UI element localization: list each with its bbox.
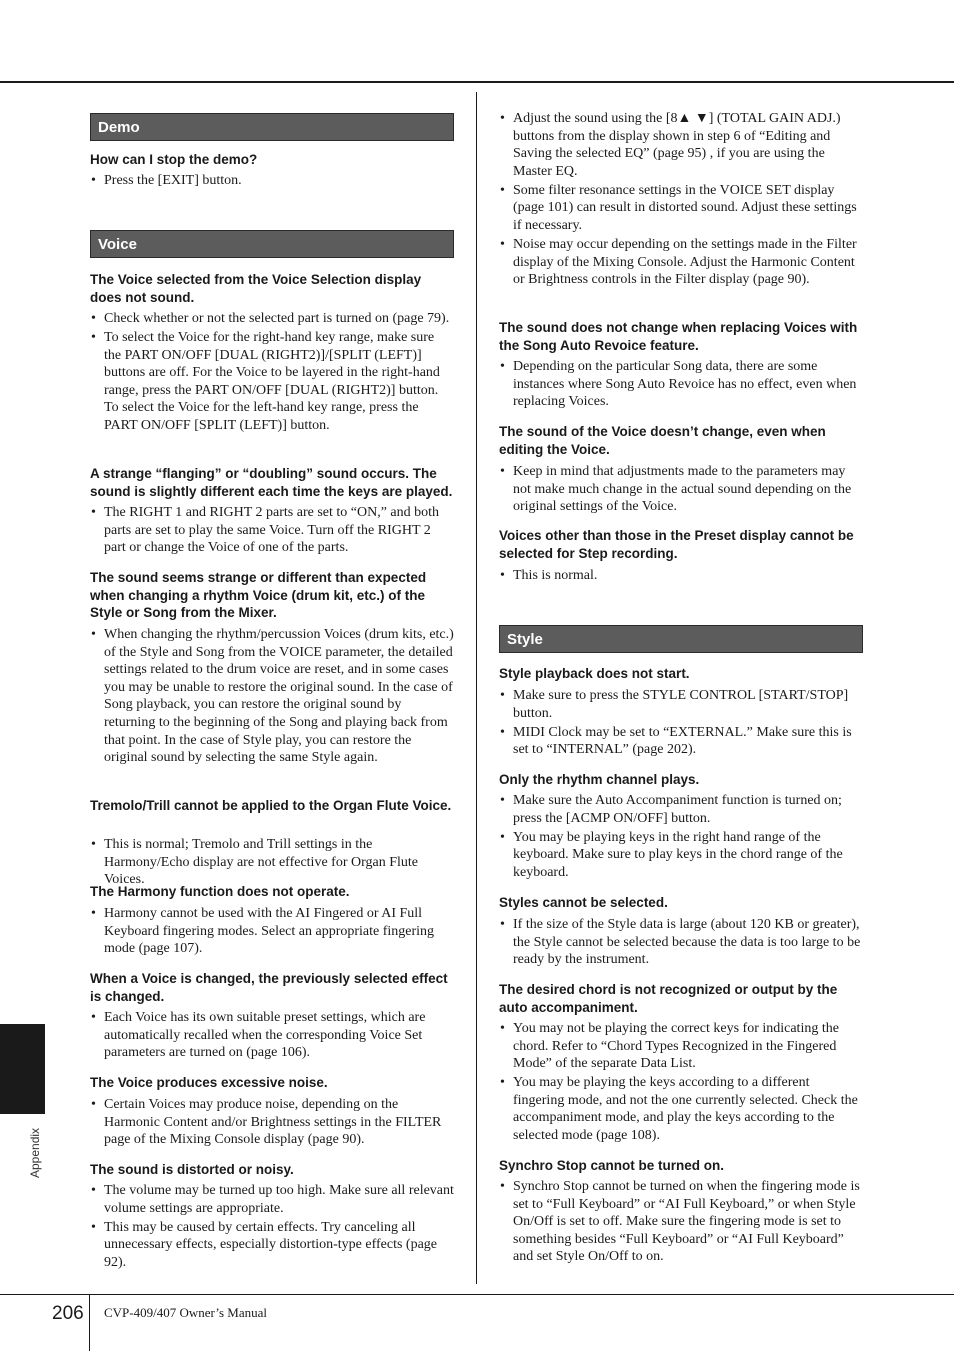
question-distorted: The sound is distorted or noisy.	[90, 1162, 294, 1177]
list-item: • Make sure to press the STYLE CONTROL [START/STOP] button.	[499, 687, 863, 722]
appendix-label: Appendix	[28, 1127, 42, 1178]
list-item: • Keep in mind that adjustments made to the parameters may not make much change in the actual sound depending on the original settings of the Voice.	[499, 463, 863, 516]
list-item: • You may not be playing the correct keys for indicating the chord. Refer to “Chord Types Recognized in the Fingered Mode” of the separate Data List.	[499, 1020, 863, 1073]
list-item: • Adjust the sound using the [8▲ ▼] (TOTAL GAIN ADJ.) buttons from the display shown in step 6 of “Editing and Saving the selected EQ” (page 95) , if you are using the Master EQ.	[499, 110, 863, 180]
question-styles-cannot-select: Styles cannot be selected.	[499, 895, 668, 910]
list-item: • Noise may occur depending on the settings made in the Filter display of the Mixing Console. Adjust the Harmonic Content or Brightness controls in the Filter display (page 90).	[499, 236, 863, 289]
question-flanging: A strange “flanging” or “doubling” sound occurs. The sound is slightly different each time the keys are played.	[90, 466, 453, 499]
question-tremolo: Tremolo/Trill cannot be applied to the Organ Flute Voice.	[90, 798, 452, 813]
list-item: • This is normal.	[499, 567, 863, 585]
answer-list	[90, 172, 454, 191]
answer-list	[499, 358, 863, 412]
list-item: • Some filter resonance settings in the VOICE SET display (page 101) can result in distorted sound. Adjust these settings if necessary.	[499, 182, 863, 235]
appendix-tab	[0, 1024, 45, 1114]
answer-list	[90, 1182, 454, 1273]
answer-list	[499, 792, 863, 883]
manual-title: CVP-409/407 Owner’s Manual	[104, 1305, 267, 1320]
list-item: • The volume may be turned up too high. Make sure all relevant volume settings are appropriate.	[90, 1182, 454, 1217]
question-harmony: The Harmony function does not operate.	[90, 884, 350, 899]
list-item: • Depending on the particular Song data, there are some instances where Song Auto Revoice has no effect, even when replacing Voices.	[499, 358, 863, 411]
list-item: • This may be caused by certain effects. Try canceling all unnecessary effects, especially distortion-type effects (page 92).	[90, 1219, 454, 1272]
answer-list	[499, 567, 863, 586]
answer-list	[90, 626, 454, 768]
question-voice-no-sound: The Voice selected from the Voice Selection display does not sound.	[90, 272, 422, 305]
question-effect-changed: When a Voice is changed, the previously selected effect is changed.	[90, 971, 448, 1004]
answer-list	[90, 1009, 454, 1063]
question-stop-demo: How can I stop the demo?	[90, 152, 258, 167]
list-item: • You may be playing keys in the right hand range of the keyboard. Make sure to play keys in the chord range of the keyboard.	[499, 829, 863, 882]
question-song-auto-revoice: The sound does not change when replacing Voices with the Song Auto Revoice feature.	[499, 320, 858, 353]
answer-list	[499, 1020, 863, 1146]
list-item: • Synchro Stop cannot be turned on when the fingering mode is set to “Full Keyboard” or “AI Full Keyboard,” or when Style On/Off is set to off. Make sure the fingering mode is set to something besides “Full Keyboard” or “AI Full Keyboard” and set Style On/Off to on.	[499, 1178, 863, 1266]
question-excessive-noise: The Voice produces excessive noise.	[90, 1075, 328, 1090]
section-heading-demo: Demo	[90, 113, 454, 141]
list-item: • The RIGHT 1 and RIGHT 2 parts are set to “ON,” and both parts are set to play the same Voice. Turn off the RIGHT 2 part or change the Voice of one of the parts.	[90, 504, 454, 557]
question-editing-voice: The sound of the Voice doesn’t change, even when editing the Voice.	[499, 424, 826, 457]
question-synchro-stop: Synchro Stop cannot be turned on.	[499, 1158, 725, 1173]
question-step-recording: Voices other than those in the Preset display cannot be selected for Step recording.	[499, 528, 854, 561]
question-rhythm-channel: Only the rhythm channel plays.	[499, 772, 700, 787]
page-number: 206	[52, 1303, 84, 1324]
list-item: • Harmony cannot be used with the AI Fingered or AI Full Keyboard fingering modes. Select an appropriate fingering mode (page 107).	[90, 905, 454, 958]
answer-list	[499, 916, 863, 970]
footer-divider	[89, 1295, 90, 1351]
list-item: • This is normal; Tremolo and Trill settings in the Harmony/Echo display are not effective for Organ Flute Voices.	[90, 836, 454, 889]
list-item: • MIDI Clock may be set to “EXTERNAL.” Make sure this is set to “INTERNAL” (page 202).	[499, 724, 863, 759]
answer-list	[90, 905, 454, 959]
list-item: • Press the [EXIT] button.	[90, 172, 454, 190]
list-item: • Make sure the Auto Accompaniment function is turned on; press the [ACMP ON/OFF] button.	[499, 792, 863, 827]
answer-list	[499, 463, 863, 517]
question-chord-not-recognized: The desired chord is not recognized or output by the auto accompaniment.	[499, 982, 838, 1015]
list-item: • When changing the rhythm/percussion Voices (drum kits, etc.) of the Style and Song from the VOICE parameter, the detailed settings related to the drum voice are reset, and in some cases you may be unable to restore the original sound. In the case of Song playback, you can restore the original sound by returning to the beginning of the Song and playing back from that point. In the case of Style play, you can restore the original sound by selecting the same Style again.	[90, 626, 454, 767]
answer-list	[499, 687, 863, 760]
question-rhythm-voice: The sound seems strange or different than expected when changing a rhythm Voice (drum kit, etc.) of the Style or Song from the Mixer.	[90, 570, 427, 621]
list-item: • If the size of the Style data is large (about 120 KB or greater), the Style cannot be selected because the data is too large to be ready by the instrument.	[499, 916, 863, 969]
footer-rule	[0, 1294, 954, 1295]
column-divider	[476, 92, 477, 1284]
list-item: • Check whether or not the selected part is turned on (page 79).	[90, 310, 454, 328]
list-item: • To select the Voice for the right-hand key range, make sure the PART ON/OFF [DUAL (RIGHT2)]/[SPLIT (LEFT)] buttons are off. For the Voice to be layered in the right-hand range, press the PART ON/OFF [DUAL (RIGHT2)] button. To select the Voice for the left-hand key range, press the PART ON/OFF [SPLIT (LEFT)] button.	[90, 329, 454, 435]
answer-list	[90, 1096, 454, 1150]
question-style-playback: Style playback does not start.	[499, 666, 690, 681]
answer-list	[90, 310, 454, 436]
answer-list	[499, 1178, 863, 1267]
section-heading-voice: Voice	[90, 230, 454, 258]
answer-list	[90, 504, 454, 558]
list-item: • Certain Voices may produce noise, depending on the Harmonic Content and/or Brightness settings in the FILTER page of the Mixing Console display (page 90).	[90, 1096, 454, 1149]
list-item: • Each Voice has its own suitable preset settings, which are automatically recalled when the corresponding Voice Set parameters are turned on (page 106).	[90, 1009, 454, 1062]
answer-list	[499, 110, 863, 290]
section-heading-style: Style	[499, 625, 863, 653]
header-rule	[0, 81, 954, 83]
list-item: • You may be playing the keys according to a different fingering mode, and not the one currently selected. Check the accompaniment mode, and play the keys according to the selected mode (page 108).	[499, 1074, 863, 1144]
